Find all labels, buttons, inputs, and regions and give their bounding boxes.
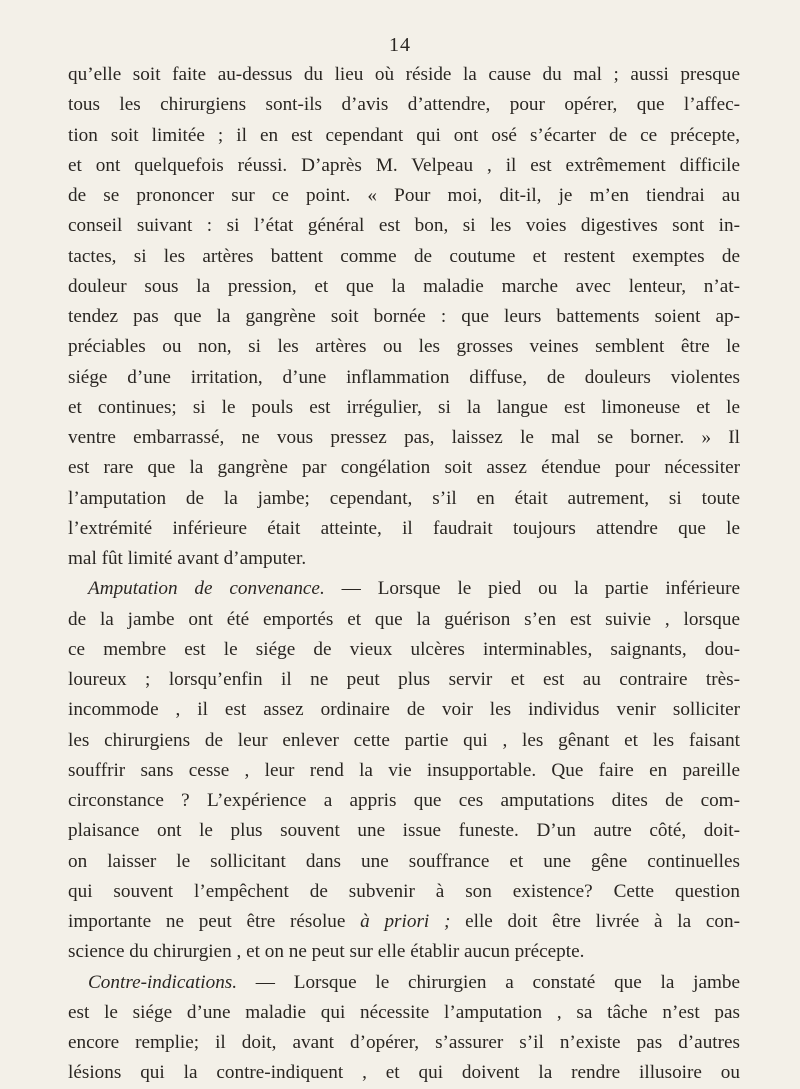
text-line	[68, 90, 740, 120]
line-text: préciables ou non, si les artères ou les grosses veines semblent être le	[68, 336, 740, 358]
text-line	[68, 786, 740, 816]
text-line	[68, 1028, 740, 1058]
line-text: est le siége d’une maladie qui nécessite l’amputation , sa tâche n’est pas	[68, 1001, 740, 1023]
line-text: souffrir sans cesse , leur rend la vie insupportable. Que faire en pareille	[68, 759, 740, 781]
line-text: on laisser le sollicitant dans une souffrance et une gêne continuelles	[68, 850, 740, 872]
italic-heading: Contre-indications.	[88, 971, 238, 993]
text-line	[68, 211, 740, 241]
text-line	[68, 756, 740, 786]
line-text: loureux ; lorsqu’enfin il ne peut plus servir et est au contraire très-	[68, 669, 740, 690]
line-text: ventre embarrassé, ne vous pressez pas, laissez le mal se borner. » Il	[68, 427, 740, 448]
text-line	[68, 605, 740, 635]
text-line	[68, 242, 740, 272]
line-text: l’extrémité inférieure était atteinte, il faudrait toujours attendre que le	[68, 517, 740, 539]
text-line	[68, 635, 740, 665]
line-text: lésions qui la contre-indiquent , et qui doivent la rendre illusoire ou	[68, 1062, 740, 1084]
line-text: qui souvent l’empêchent de subvenir à son existence? Cette question	[68, 880, 740, 902]
text-line	[68, 726, 740, 756]
text-line	[68, 968, 740, 998]
line-text: elle doit être livrée à la con-	[450, 911, 740, 932]
text-line	[68, 121, 740, 151]
line-text: circonstance ? L’expérience a appris que ces amputations dites de com-	[68, 790, 740, 811]
text-line	[68, 363, 740, 393]
line-text: conseil suivant : si l’état général est bon, si les voies digestives sont in-	[68, 215, 740, 237]
line-text: ce membre est le siége de vieux ulcères interminables, saignants, dou-	[68, 638, 740, 660]
line-text: importante ne peut être résolue	[68, 911, 361, 932]
text-line	[68, 816, 740, 846]
line-text: douleur sous la pression, et que la maladie marche avec lenteur, n’at-	[68, 275, 740, 297]
text-line	[68, 60, 740, 90]
line-text: mal fût limité avant d’amputer.	[68, 548, 307, 569]
line-text: encore remplie; il doit, avant d’opérer, s’assurer s’il n’existe pas d’autres	[68, 1032, 740, 1053]
text-line	[68, 665, 740, 695]
line-text: — Lorsque le pied ou la partie inférieure	[324, 578, 740, 600]
text-line	[68, 484, 740, 514]
text-line	[68, 907, 740, 937]
text-line	[68, 847, 740, 877]
text-line	[68, 332, 740, 362]
text-line	[68, 544, 740, 574]
text-line	[68, 1058, 740, 1088]
text-line	[68, 937, 740, 967]
line-text: et continues; si le pouls est irrégulier, si la langue est limoneuse et le	[68, 396, 740, 418]
text-line	[68, 453, 740, 483]
line-text: les chirurgiens de leur enlever cette partie qui , les gênant et les faisant	[68, 729, 740, 751]
line-text: science du chirurgien , et on ne peut sur elle établir aucun précepte.	[68, 941, 585, 963]
line-text: est rare que la gangrène par congélation soit assez étendue pour nécessiter	[68, 457, 740, 479]
line-text: de se prononcer sur ce point. « Pour moi, dit-il, je m’en tiendrai au	[68, 185, 740, 206]
text-line	[68, 423, 740, 453]
body-text	[68, 60, 740, 1089]
text-line	[68, 302, 740, 332]
line-text: l’amputation de la jambe; cependant, s’il en était autrement, si toute	[68, 487, 740, 509]
italic-heading: Amputation de convenance.	[88, 578, 325, 600]
text-line	[68, 272, 740, 302]
line-text: et ont quelquefois réussi. D’après M. Velpeau , il est extrêmement difficile	[68, 154, 740, 176]
italic-phrase: à priori ;	[360, 911, 451, 932]
text-line	[68, 151, 740, 181]
text-line	[68, 574, 740, 604]
line-text: tous les chirurgiens sont-ils d’avis d’attendre, pour opérer, que l’affec-	[68, 94, 740, 116]
text-line	[68, 393, 740, 423]
page-number: 14	[389, 34, 411, 56]
line-text: tendez pas que la gangrène soit bornée : que leurs battements soient ap-	[68, 306, 740, 327]
line-text: de la jambe ont été emportés et que la guérison s’en est suivie , lorsque	[68, 608, 740, 630]
text-line	[68, 514, 740, 544]
line-text: tactes, si les artères battent comme de coutume et restent exemptes de	[68, 245, 740, 267]
line-text: siége d’une irritation, d’une inflammation diffuse, de douleurs violentes	[68, 366, 740, 388]
text-line	[68, 998, 740, 1028]
line-text: incommode , il est assez ordinaire de voir les individus venir solliciter	[68, 699, 740, 721]
text-line	[68, 695, 740, 725]
line-text: tion soit limitée ; il en est cependant qui ont osé s’écarter de ce précepte,	[68, 124, 740, 146]
line-text: — Lorsque le chirurgien a constaté que la jambe	[237, 971, 740, 993]
line-text: qu’elle soit faite au-dessus du lieu où réside la cause du mal ; aussi presque	[68, 64, 740, 85]
line-text: plaisance ont le plus souvent une issue funeste. D’un autre côté, doit-	[68, 820, 740, 842]
text-line	[68, 181, 740, 211]
text-line	[68, 877, 740, 907]
